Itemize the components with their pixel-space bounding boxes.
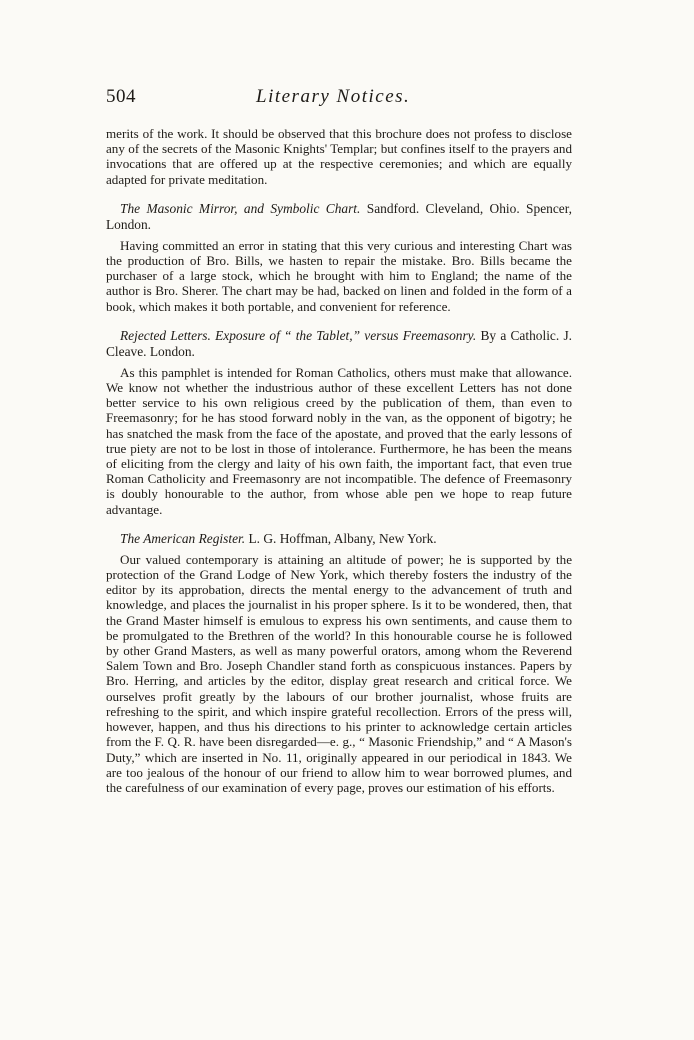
notice-american-register	[106, 531, 572, 795]
notice-title: The Masonic Mirror, and Symbolic Chart.	[120, 200, 361, 216]
notice-publisher: Sandford. Cleveland, Ohio. Spencer, London.	[106, 200, 572, 232]
notice-publisher: By a Catholic. J. Cleave. London.	[106, 327, 573, 359]
notice-heading	[106, 201, 572, 233]
page-number: 504	[106, 86, 136, 107]
notice-rejected-letters	[106, 328, 572, 517]
notice-heading	[106, 531, 572, 547]
page	[106, 86, 572, 795]
notice-masonic-mirror	[106, 201, 572, 314]
notice-body: As this pamphlet is intended for Roman Catholics, others must make that allowance. We know not whether the industrious author of these excellent Letters has not done better service to his own religious creed by the publication of them, than even to Freemasonry; for he has stood forward nobly in the van, as the opponent of bigotry; he has snatched the mask from the face of the apostate, and proved that the early lessons of true piety are not to be lost in those of intolerance. Furthermore, he has been the means of eliciting from the clergy and laity of his own faith, the important fact, that even true Roman Catholicity and Freemasonry are not incompatible. The defence of Freemasonry is doubly honourable to the author, from whose able pen we hope to reap future advantage.	[106, 364, 572, 517]
running-head	[106, 86, 572, 116]
running-title: Literary Notices.	[256, 86, 411, 107]
notice-heading	[106, 328, 572, 360]
notice-body: Having committed an error in stating that this very curious and interesting Chart was the production of Bro. Bills, we hasten to repair the mistake. Bro. Bills became the purchaser of a large stock, which he brought with him to England; the name of the author is Bro. Sherer. The chart may be had, backed on linen and folded in the form of a book, which makes it both portable, and convenient for reference.	[106, 237, 572, 314]
notice-title: The American Register.	[120, 530, 246, 546]
notice-title: Rejected Letters. Exposure of “ the Tablet,” versus Freemasonry.	[120, 327, 477, 343]
continuation-paragraph: merits of the work. It should be observed that this brochure does not profess to disclose any of the secrets of the Masonic Knights' Templar; but confines itself to the prayers and invocations that are offered up at the respective ceremonies; and which are equally adapted for private meditation.	[106, 126, 572, 187]
notice-publisher: L. G. Hoffman, Albany, New York.	[248, 530, 437, 546]
notice-body: Our valued contemporary is attaining an altitude of power; he is supported by the protection of the Grand Lodge of New York, which thereby fosters the industry of the editor by its approbation, directs the mental energy to the advancement of truth and knowledge, and places the journalist in his proper sphere. Is it to be wondered, then, that the Grand Master himself is emulous to express his own sentiments, and cause them to be promulgated to the Brethren of the world? In this honourable course he is followed by other Grand Masters, as well as many powerful orators, among whom the Reverend Salem Town and Bro. Joseph Chandler stand forth as conspicuous instances. Papers by Bro. Herring, and articles by the editor, display great research and critical force. We ourselves profit greatly by the labours of our brother journalist, whose fruits are refreshing to the spirit, and which inspire grateful recollection. Errors of the press will, however, happen, and thus his directions to his printer to acknowledge certain articles from the F. Q. R. have been disregarded—e. g., “ Masonic Friendship,” and “ A Mason's Duty,” which are inserted in No. 11, originally appeared in our periodical in 1843. We are too jealous of the honour of our friend to allow him to wear borrowed plumes, and the carefulness of our examination of every page, proves our estimation of his efforts.	[106, 551, 572, 795]
